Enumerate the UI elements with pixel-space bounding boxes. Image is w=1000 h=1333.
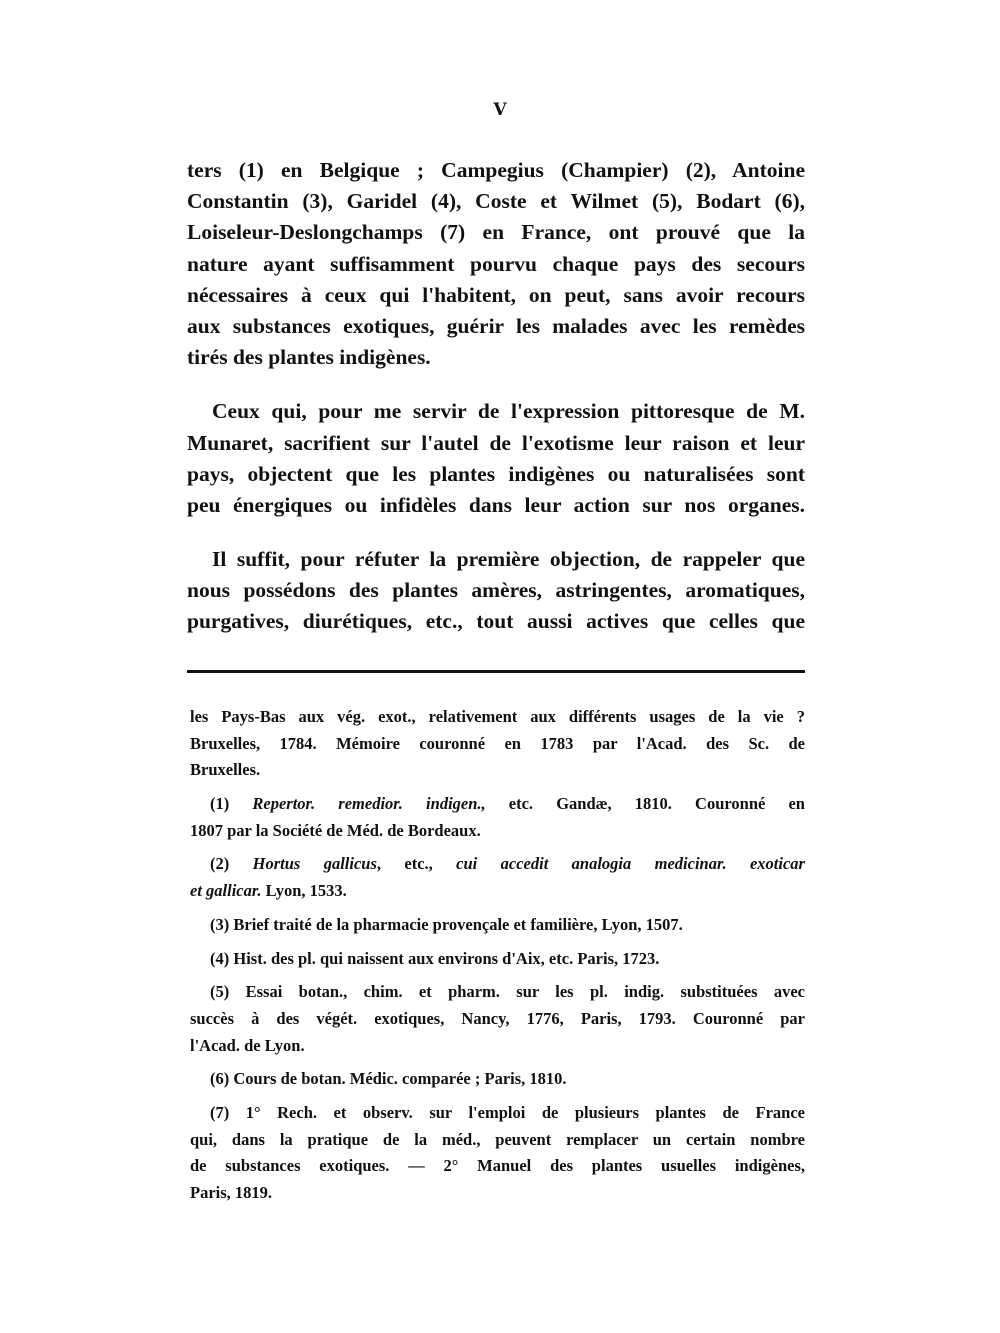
footnote-mark: (1) xyxy=(210,794,253,814)
text-line: nous possédons des plantes amères, astringentes, aromatiques, xyxy=(187,578,805,603)
text-line: pays, objectent que les plantes indigènes ou naturalisées sont xyxy=(187,461,805,486)
footnote-continued xyxy=(190,704,805,784)
footnote-line: l'Acad. de Lyon. xyxy=(190,1035,305,1055)
footnotes xyxy=(190,704,805,1214)
text-line: Loiseleur-Deslongchamps (7) en France, ont prouvé que la xyxy=(187,220,805,245)
footnote-title: et gallicar. xyxy=(190,881,262,901)
footnote-6 xyxy=(190,1066,805,1093)
footnote-line: 1807 par la Société de Méd. de Bordeaux. xyxy=(190,820,481,840)
footnote-text: , etc., xyxy=(376,854,457,874)
footnote-line: Paris, 1819. xyxy=(190,1183,273,1202)
footnote-line: (7) 1° Rech. et observ. sur l'emploi de plusieurs plantes de France xyxy=(210,1102,805,1122)
body-text xyxy=(187,155,805,661)
text-line: Ceux qui, pour me servir de l'expression pittoresque de M. xyxy=(212,399,805,424)
page-number: V xyxy=(493,100,507,120)
footnote-line: Bruxelles. xyxy=(190,760,261,780)
footnote-2 xyxy=(190,851,805,904)
footnote-line: (4) Hist. des pl. qui naissent aux environs d'Aix, etc. Paris, 1723. xyxy=(210,948,660,968)
footnote-text: etc. Gandæ, 1810. Couronné en xyxy=(485,794,805,814)
footnote-4 xyxy=(190,946,805,973)
footnote-text: Lyon, 1533. xyxy=(261,881,347,901)
text-line: Constantin (3), Garidel (4), Coste et Wilmet (5), Bodart (6), xyxy=(187,189,805,214)
text-line: aux substances exotiques, guérir les malades avec les remèdes xyxy=(187,313,805,338)
text-line: Munaret, sacrifient sur l'autel de l'exotisme leur raison et leur xyxy=(187,430,805,455)
footnote-line xyxy=(190,791,805,818)
footnote-line xyxy=(190,878,805,905)
footnote-title: cui accedit analogia medicinar. exoticar xyxy=(456,854,805,874)
footnote-separator xyxy=(187,670,805,673)
footnote-line xyxy=(190,851,805,878)
text-line: Il suffit, pour réfuter la première objection, de rappeler que xyxy=(212,547,805,572)
footnote-7 xyxy=(190,1100,805,1207)
text-line: peu énergiques ou infidèles dans leur action sur nos organes. xyxy=(187,492,805,517)
paragraph-1 xyxy=(187,155,805,373)
footnote-title: Hortus gallicus xyxy=(252,854,377,874)
footnote-line: de substances exotiques. — 2° Manuel des plantes usuelles indigènes, xyxy=(190,1156,805,1176)
footnote-line: (6) Cours de botan. Médic. comparée ; Paris, 1810. xyxy=(210,1069,567,1089)
footnote-3 xyxy=(190,912,805,939)
text-line: nécessaires à ceux qui l'habitent, on peut, sans avoir recours xyxy=(187,282,805,307)
footnote-line: (5) Essai botan., chim. et pharm. sur les pl. indig. substituées avec xyxy=(210,982,805,1002)
footnote-mark: (2) xyxy=(210,854,253,874)
text-line: purgatives, diurétiques, etc., tout aussi actives que celles que xyxy=(187,609,805,634)
footnote-line: succès à des végét. exotiques, Nancy, 1776, Paris, 1793. Couronné par xyxy=(190,1008,805,1028)
footnote-1 xyxy=(190,791,805,844)
footnote-title: Repertor. remedior. indigen., xyxy=(252,794,486,814)
footnote-line: les Pays-Bas aux vég. exot., relativement aux différents usages de la vie ? xyxy=(190,707,805,726)
footnote-5 xyxy=(190,979,805,1059)
text-line: tirés des plantes indigènes. xyxy=(187,345,431,370)
footnote-line: (3) Brief traité de la pharmacie provençale et familière, Lyon, 1507. xyxy=(210,914,683,934)
text-line: nature ayant suffisamment pourvu chaque pays des secours xyxy=(187,251,805,276)
paragraph-2 xyxy=(187,396,805,521)
footnote-line: Bruxelles, 1784. Mémoire couronné en 1783 par l'Acad. des Sc. de xyxy=(190,733,805,753)
paragraph-3 xyxy=(187,544,805,638)
text-line: ters (1) en Belgique ; Campegius (Champier) (2), Antoine xyxy=(187,158,805,182)
footnote-line: qui, dans la pratique de la méd., peuvent remplacer un certain nombre xyxy=(190,1129,805,1149)
